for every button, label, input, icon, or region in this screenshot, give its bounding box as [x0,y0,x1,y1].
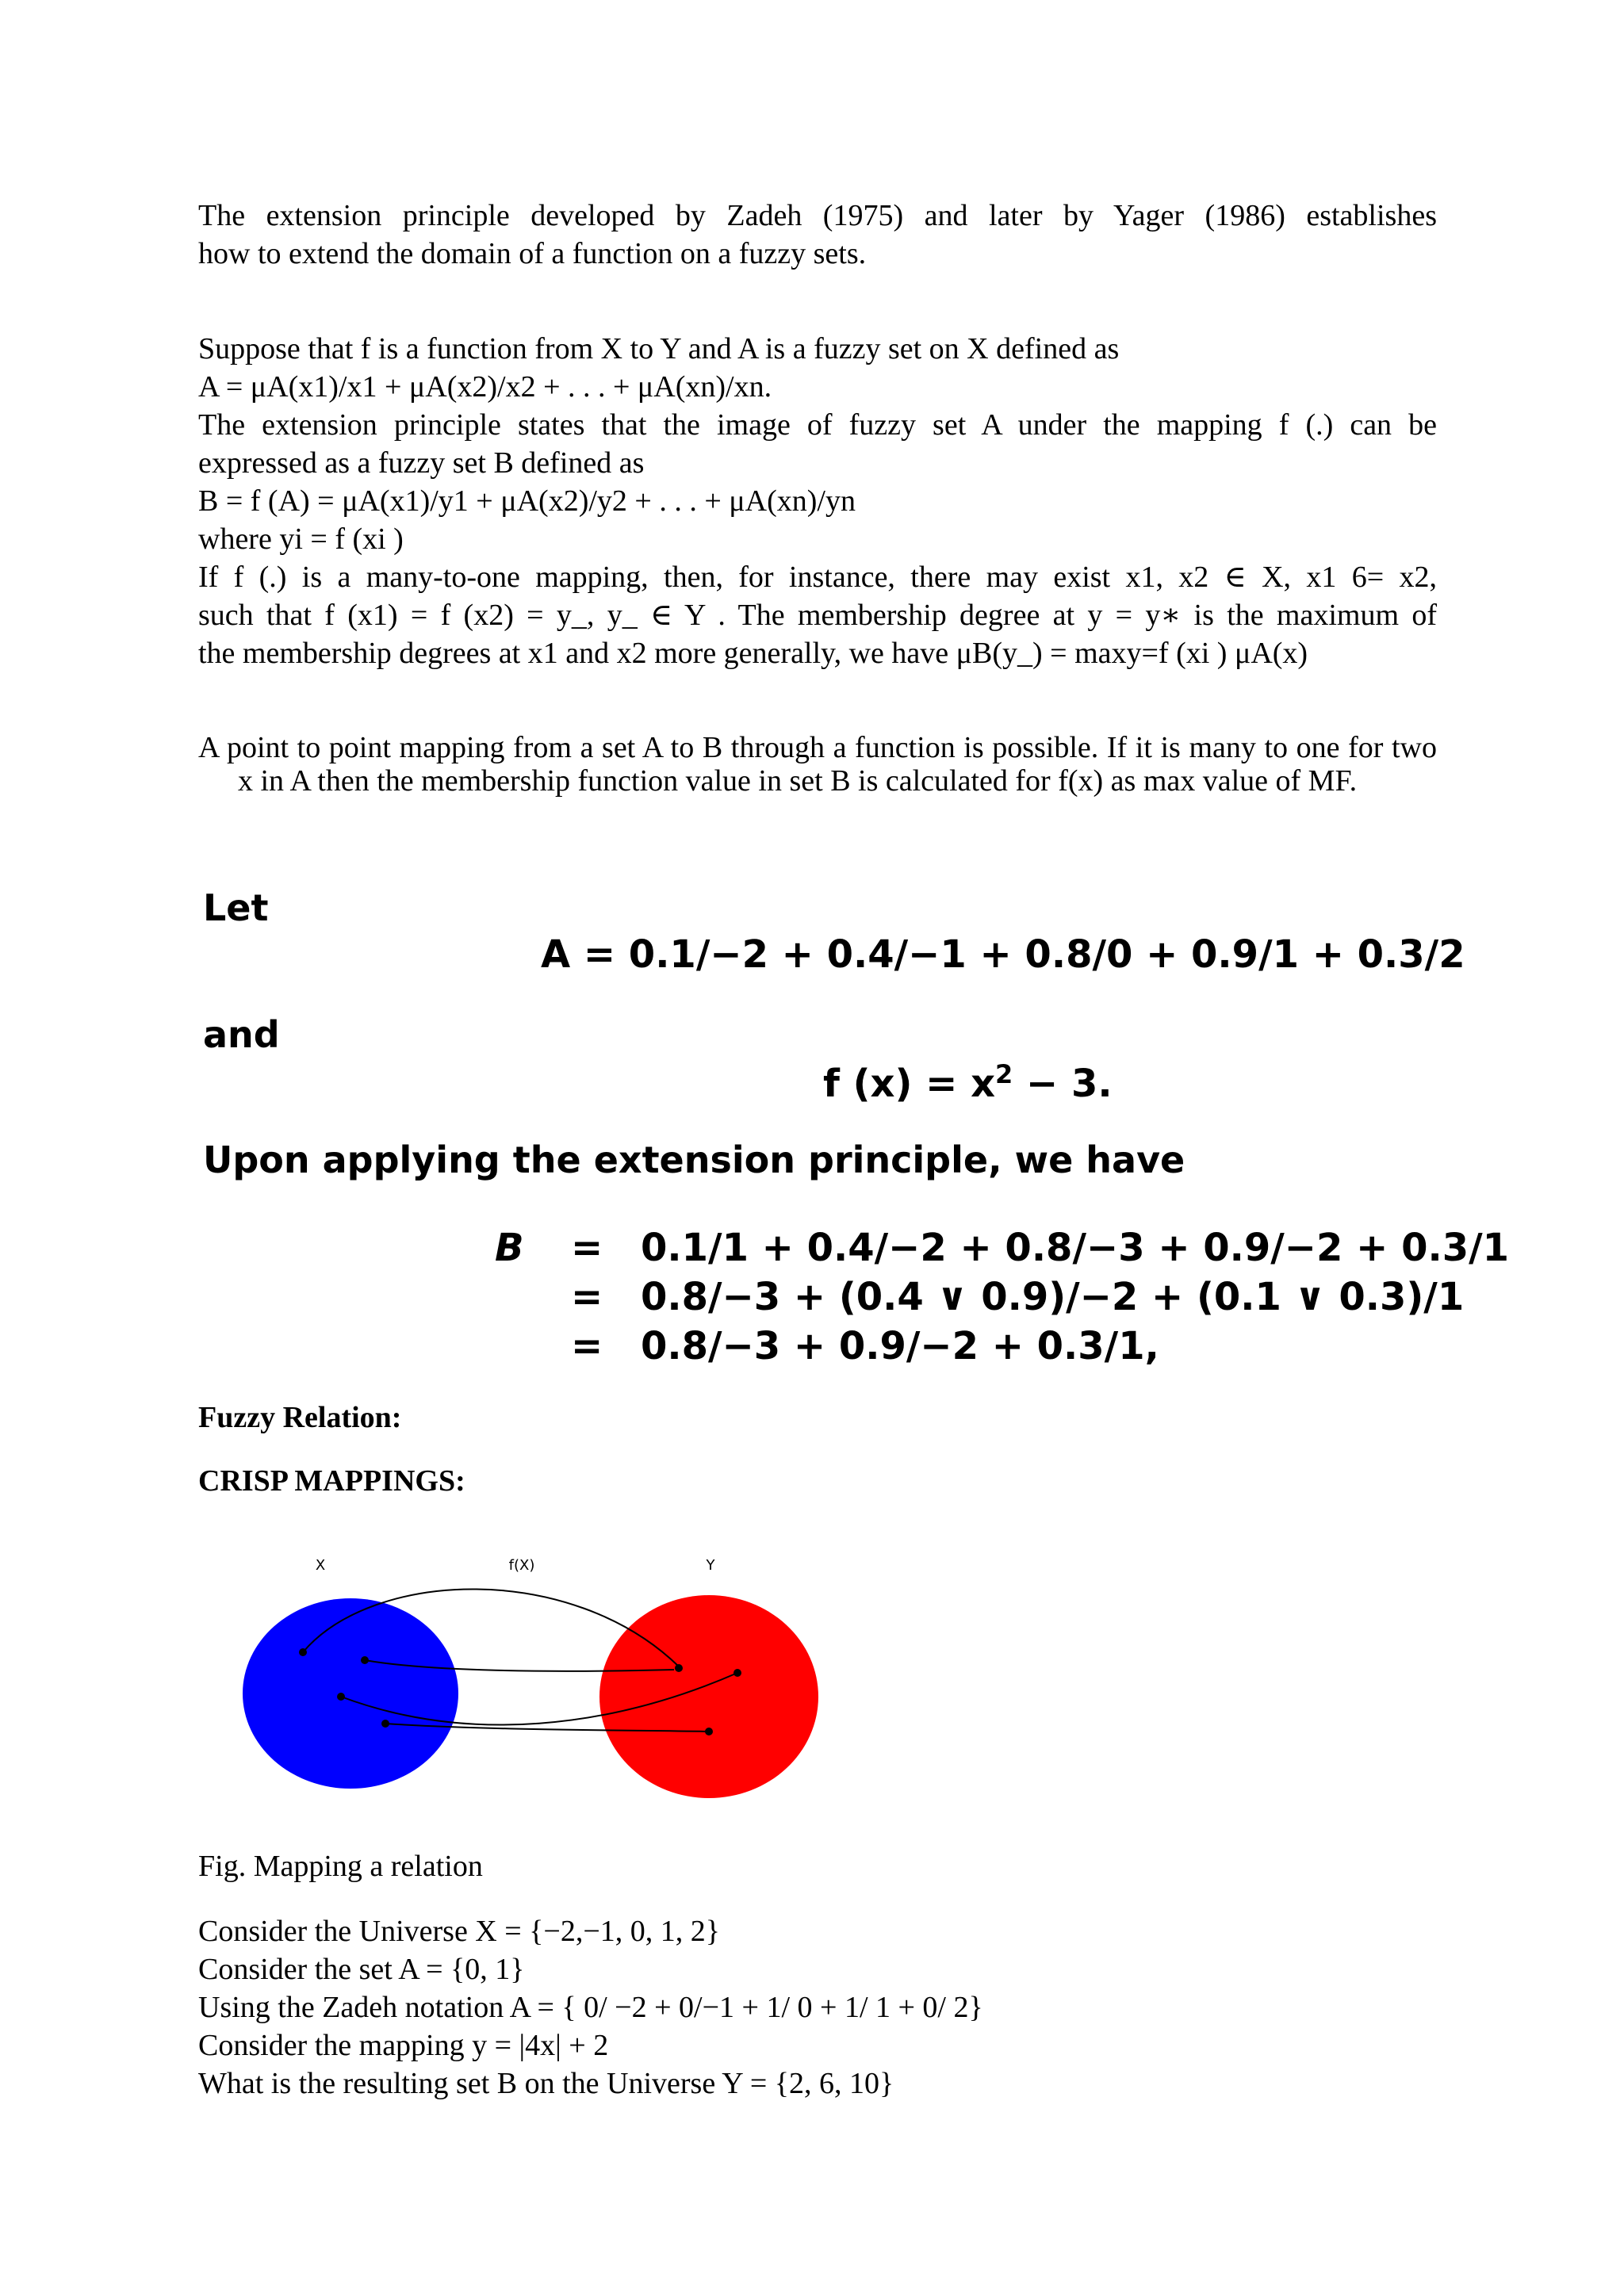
example-let-label: Let [203,886,269,929]
intro-paragraph [198,197,1437,273]
example-f-equation [823,1059,1113,1106]
definition-line-7: If f (.) is a many-to-one mapping, then, for instance, there may exist x1, x2 ∈ X, x1 6= x2, [198,561,1437,594]
x-element-1 [299,1648,307,1656]
example-B-eq-sign-1: = [571,1226,603,1270]
definition-line-3: The extension principle states that the image of fuzzy set A under the mapping f (.) can be [198,408,1437,442]
figure-caption: Fig. Mapping a relation [198,1850,483,1883]
example-B-eq-sign-2: = [571,1275,603,1319]
f-equation-exponent: 2 [995,1059,1013,1089]
heading-crisp-mappings: CRISP MAPPINGS: [198,1464,465,1498]
exercise-line-5: What is the resulting set B on the Universe Y = {2, 6, 10} [198,2067,894,2100]
y-element-3 [705,1728,713,1735]
set-x-circle [243,1598,458,1789]
definition-line-1: Suppose that f is a function from X to Y and A is a fuzzy set on X defined as [198,332,1120,365]
crisp-mapping-figure [230,1546,848,1800]
example-B-line-3: 0.8/−3 + 0.9/−2 + 0.3/1, [641,1324,1159,1368]
intro-line-1: The extension principle developed by Zadeh (1975) and later by Yager (1986) establishes [198,199,1437,232]
example-B-line-2: 0.8/−3 + (0.4 ∨ 0.9)/−2 + (0.1 ∨ 0.3)/1 [641,1275,1465,1319]
f-equation-left: f (x) = x [823,1062,996,1106]
heading-fuzzy-relation: Fuzzy Relation: [198,1401,402,1434]
x-element-4 [381,1720,389,1728]
y-element-1 [675,1664,683,1672]
exercise-line-3: Using the Zadeh notation A = { 0/ −2 + 0/−1 + 1/ 0 + 1/ 1 + 0/ 2} [198,1991,983,2024]
example-B-eq-sign-3: = [571,1324,603,1368]
mapping-note-paragraph: A point to point mapping from a set A to B through a function is possible. If it is many to one for two x in A then the membership function value in set B is calculated for f(x) as max value of MF. [198,731,1437,798]
exercise-line-4: Consider the mapping y = |4x| + 2 [198,2029,609,2062]
definition-line-2: A = μA(x1)/x1 + μA(x2)/x2 + . . . + μA(xn)/xn. [198,370,772,404]
definition-line-9: the membership degrees at x1 and x2 more generally, we have μB(y_) = maxy=f (xi ) μA(x) [198,637,1308,670]
definition-line-8: such that f (x1) = f (x2) = y_, y_ ∈ Y . The membership degree at y = y∗ is the maximum of [198,599,1437,632]
example-A-equation: A = 0.1/−2 + 0.4/−1 + 0.8/0 + 0.9/1 + 0.3/2 [541,932,1465,977]
figure-label-fx: f(X) [508,1557,535,1574]
set-y-circle [599,1595,818,1798]
definition-line-6: where yi = f (xi ) [198,522,404,556]
f-equation-right: − 3. [1013,1062,1113,1106]
definition-line-4: expressed as a fuzzy set B defined as [198,446,645,480]
x-element-2 [361,1656,369,1664]
example-upon-sentence: Upon applying the extension principle, we have [203,1138,1185,1181]
figure-label-x: X [315,1557,326,1574]
exercise-line-2: Consider the set A = {0, 1} [198,1953,525,1986]
exercise-block [198,1912,983,2103]
definition-paragraph [198,330,1437,672]
example-and-label: and [203,1013,280,1056]
intro-line-2: how to extend the domain of a function on a fuzzy sets. [198,237,867,270]
example-B-label: B [495,1226,524,1270]
definition-line-5: B = f (A) = μA(x1)/y1 + μA(x2)/y2 + . . . + μA(xn)/yn [198,484,856,518]
x-element-3 [337,1693,345,1701]
example-B-line-1: 0.1/1 + 0.4/−2 + 0.8/−3 + 0.9/−2 + 0.3/1 [641,1226,1510,1270]
figure-label-y: Y [706,1557,715,1574]
exercise-line-1: Consider the Universe X = {−2,−1, 0, 1, 2} [198,1915,721,1948]
y-element-2 [733,1669,741,1677]
